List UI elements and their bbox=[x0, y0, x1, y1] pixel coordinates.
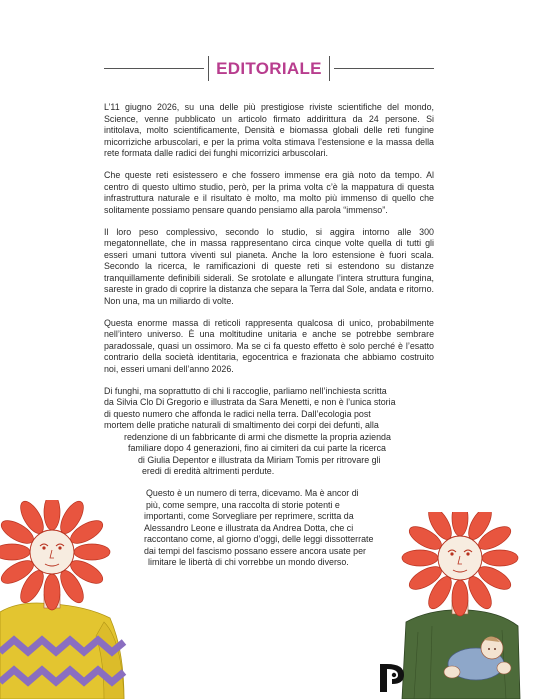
header-rule-left bbox=[104, 68, 204, 69]
paragraph-5-line: familiare dopo 4 generazioni, fino ai cimiteri da cui parte la ricerca bbox=[128, 443, 386, 453]
paragraph-5-line: di questo numero che affonda le radici nella terra. Dall’ecologia post bbox=[104, 408, 371, 419]
paragraph-5-line: da Silvia Clo Di Gregorio e illustrata da Sara Menetti, e non è l’unica storia bbox=[104, 397, 396, 407]
paragraph-5-line: eredi di eredità altrimenti perdute. bbox=[142, 466, 275, 476]
paragraph-5-line: Di funghi, ma soprattutto di chi li raccoglie, parliamo nell’inchiesta scritta bbox=[104, 385, 387, 396]
paragraph-6-line: dai tempi del fascismo possano essere ancora usate per bbox=[144, 545, 366, 556]
paragraph-1: L’11 giugno 2026, su una delle più prestigiose riviste scientifiche del mondo, Science, venne pubblicato un articolo firmato addirittura da 24 persone. Si intitolava, molto scientificamente, Densità e biomassa globali delle reti fungine micorriziche arbuscolari, e per la prima volta stimava l’estensione e la massa della rete formata dalle radici dei funghi micorrizici arbuscolari. bbox=[104, 102, 434, 158]
sun-flower-head-mother-illustration bbox=[392, 512, 536, 699]
paragraph-5-line: redenzione di un fabbricante di armi che dismette la propria azienda bbox=[124, 431, 391, 442]
paragraph-4: Questa enorme massa di reticoli rappresenta qualcosa di unico, probabilmente nell’intero universo. È una moltitudine unitaria e anche se potrebbe sembrare paradossale, quasi un ossimoro. Ma se ci fa questo effetto è solo perché è l’esatto contrario della società identitaria, egocentrica e frazionata che abbiamo costruito noi, esseri umani dell’anno 2026. bbox=[104, 317, 434, 374]
paragraph-6-line: più, come sempre, una raccolta di storie potenti e bbox=[146, 499, 340, 510]
paragraph-6-line: limitare le libertà di chi vorrebbe un mondo diverso. bbox=[148, 557, 349, 567]
header-rule-right bbox=[334, 68, 434, 69]
section-title: EDITORIALE bbox=[216, 59, 322, 78]
sun-flower-head-person-illustration bbox=[0, 500, 130, 699]
paragraph-5-line: di Giulia Depentor e illustrata da Miriam Tomis per ritrovare gli bbox=[138, 454, 381, 465]
publisher-logo bbox=[378, 660, 408, 692]
paragraph-3: Il loro peso complessivo, secondo lo studio, si aggira intorno alle 300 megatonnellate, che in massa rappresentano circa cinque volte quella di tutti gli esseri umani tuttora viventi sul pianeta. Anche la loro estensione è fuori scala. Secondo la ricerca, le ramificazioni di queste reti si estendono su distanze tranquillamente definibili siderali. Se srotolate e allungate l’intera struttura fungina, sareste in grado di coprire la distanza che separa la Terra dal Sole, andata e ritorno. Non una, ma un miliardo di volte. bbox=[104, 226, 434, 306]
paragraph-6 bbox=[104, 488, 434, 569]
header-bar-right bbox=[329, 56, 330, 81]
paragraph-6-line: raccontano come, al giorno d’oggi, delle leggi dissotterrate bbox=[144, 534, 374, 544]
paragraph-6-line: importanti, come Sorvegliare per reprimere, scritta da bbox=[144, 511, 354, 521]
paragraph-2: Che queste reti esistessero e che fossero immense era già noto da tempo. Al centro di questo ultimo studio, però, per la prima volta c’è la mappatura di questa infrastruttura naturale e il risultato è molto, ma molto più immenso di quello che solitamente possiamo pensare quando pensiamo alla parola “immenso”. bbox=[104, 170, 434, 215]
paragraph-5 bbox=[104, 386, 434, 478]
paragraph-5-line: mortem delle pratiche naturali di smaltimento dei corpi dei defunti, alla bbox=[104, 420, 379, 430]
paragraph-6-line: Questo è un numero di terra, dicevamo. Ma è ancor di bbox=[146, 488, 359, 498]
editorial-body bbox=[104, 102, 434, 569]
paragraph-6-line: Alessandro Leone e illustrata da Andrea Dotta, che ci bbox=[144, 522, 354, 533]
editorial-header bbox=[0, 52, 536, 86]
